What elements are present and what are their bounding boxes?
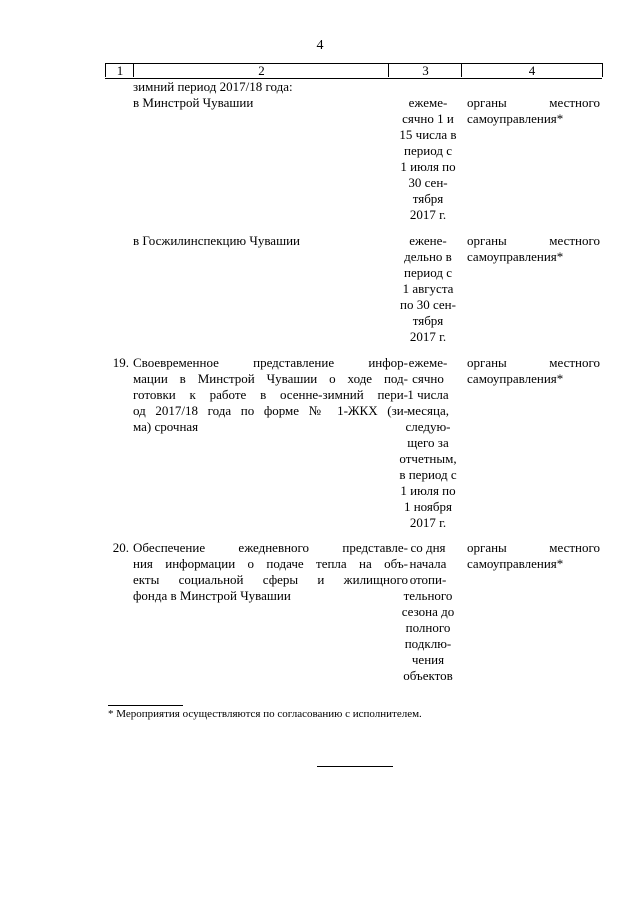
description-line: зимний период 2017/18 года: <box>133 79 293 94</box>
row-timing <box>394 95 462 223</box>
row-number: 20. <box>112 540 129 555</box>
timing-line: ежеме- <box>408 355 448 370</box>
description-line: готовки к работе в осенне-зимний пери- <box>133 387 408 402</box>
description-line: ния информации о подаче тепла на объ- <box>133 556 408 571</box>
row-executor <box>467 540 600 572</box>
timing-line: полного <box>405 620 451 635</box>
row-executor <box>467 95 600 127</box>
description-line: Обеспечение ежедневного представле- <box>133 540 408 555</box>
timing-line: отчетным, <box>399 451 457 466</box>
description-line: фонда в Минстрой Чувашии <box>133 588 291 603</box>
row-timing <box>394 355 462 531</box>
executor-word: местного <box>549 355 600 370</box>
header-col-1: 1 <box>105 63 134 77</box>
timing-line: по 30 сен- <box>400 297 456 312</box>
executor-word: органы <box>467 95 507 110</box>
timing-line: начала <box>409 556 447 571</box>
timing-line: 1 августа <box>402 281 454 296</box>
timing-line: 2017 г. <box>409 207 447 222</box>
description-line: ма) срочная <box>133 419 199 434</box>
timing-line: сячно 1 и <box>402 111 454 126</box>
footnote-separator <box>108 705 183 706</box>
executor-word: местного <box>549 540 600 555</box>
executor-word: самоуправления* <box>467 249 564 264</box>
timing-line: 1 числа <box>407 387 449 402</box>
timing-line: еженe- <box>409 233 447 248</box>
row-timing <box>394 540 462 684</box>
executor-word: местного <box>549 233 600 248</box>
timing-line: 2017 г. <box>409 329 447 344</box>
executor-word: органы <box>467 233 507 248</box>
timing-line: 1 июля по <box>400 159 456 174</box>
row-description <box>133 540 408 604</box>
row-description <box>133 233 408 249</box>
row-executor <box>467 355 600 387</box>
executor-word: самоуправления* <box>467 111 564 126</box>
timing-line: 30 сен- <box>408 175 448 190</box>
description-line: од 2017/18 года по форме № 1-ЖКХ (зи- <box>133 403 408 418</box>
end-divider <box>317 766 393 767</box>
executor-word: органы <box>467 355 507 370</box>
timing-line: 15 числа в <box>399 127 457 142</box>
table-header <box>105 63 602 79</box>
row-description <box>133 355 408 435</box>
row-description <box>133 79 408 111</box>
description-line: в Госжилинспекцию Чувашии <box>133 233 300 248</box>
description-line: в Минстрой Чувашии <box>133 95 254 110</box>
timing-line: чения <box>411 652 445 667</box>
timing-line: сячно <box>412 371 444 386</box>
executor-word: самоуправления* <box>467 371 564 386</box>
timing-line: 1 ноября <box>403 499 453 514</box>
timing-line: период с <box>404 143 452 158</box>
timing-line: отопи- <box>409 572 447 587</box>
timing-line: период с <box>404 265 452 280</box>
timing-line: 1 июля по <box>400 483 456 498</box>
timing-line: подклю- <box>404 636 452 651</box>
timing-line: объектов <box>403 668 453 683</box>
executor-word: местного <box>549 95 600 110</box>
timing-line: 2017 г. <box>409 515 447 530</box>
row-timing <box>394 233 462 345</box>
footnote: * Мероприятия осуществляются по согласованию с исполнителем. <box>108 708 422 720</box>
timing-line: щего за <box>407 435 449 450</box>
timing-line: ежеме- <box>408 95 448 110</box>
header-col-4: 4 <box>461 63 603 77</box>
timing-line: месяца, <box>406 403 450 418</box>
timing-line: тября <box>412 313 444 328</box>
timing-line: в период с <box>399 467 457 482</box>
header-col-2: 2 <box>133 63 389 77</box>
timing-line: следую- <box>405 419 451 434</box>
header-col-3: 3 <box>388 63 462 77</box>
description-line: мации в Минстрой Чувашии о ходе под- <box>133 371 408 386</box>
timing-line: со дня <box>410 540 446 555</box>
timing-line: тельного <box>403 588 453 603</box>
timing-line: дельно в <box>404 249 452 264</box>
timing-line: тября <box>412 191 444 206</box>
description-line: Своевременное представление инфор- <box>133 355 408 370</box>
executor-word: самоуправления* <box>467 556 564 571</box>
timing-line: сезона до <box>401 604 455 619</box>
page-number: 4 <box>316 38 324 53</box>
executor-word: органы <box>467 540 507 555</box>
description-line: екты социальной сферы и жилищного <box>133 572 408 587</box>
row-number: 19. <box>112 355 129 370</box>
row-executor <box>467 233 600 265</box>
